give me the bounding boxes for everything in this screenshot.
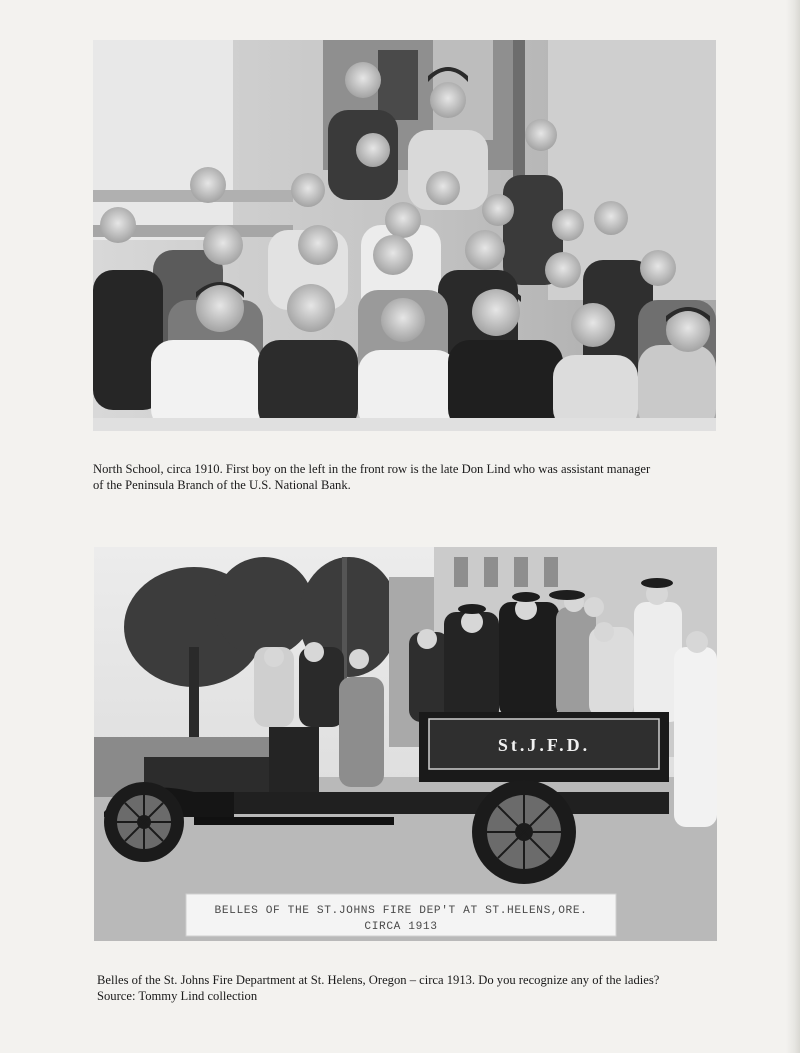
caption-line: Belles of the St. Johns Fire Department at St. Helens, Oregon – circa 1913. Do you recognize any of the ladies? — [97, 973, 660, 987]
north-school-class-photo — [93, 40, 716, 431]
fire-department-belles-photo — [94, 547, 717, 941]
sign-line-1: BELLES OF THE ST.JOHNS FIRE DEP'T AT ST.HELENS,ORE. — [214, 905, 588, 917]
truck-lettering: St.J.F.D. — [497, 735, 591, 755]
caption-line: North School, circa 1910. First boy on the left in the front row is the late Don Lind who was assistant manager — [93, 462, 651, 476]
caption-line: of the Peninsula Branch of the U.S. National Bank. — [93, 478, 351, 492]
sign-line-2: CIRCA 1913 — [364, 921, 438, 933]
fire-department-caption — [97, 972, 727, 1004]
page-edge-shadow — [786, 0, 800, 1053]
caption-line: Source: Tommy Lind collection — [97, 989, 258, 1003]
north-school-caption — [93, 461, 723, 493]
